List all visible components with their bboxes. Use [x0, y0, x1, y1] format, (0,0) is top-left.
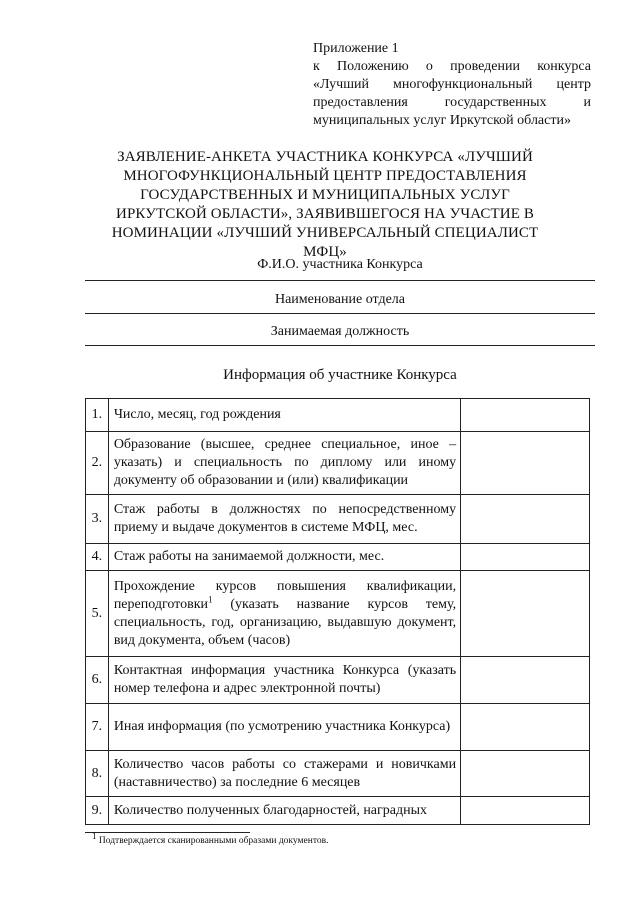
row-value-cell[interactable]: [461, 657, 590, 704]
row-label: Количество часов работы со стажерами и новичками (наставничество) за последние 6 месяцев: [108, 751, 460, 797]
participant-info-table: [85, 398, 590, 825]
document-title: ЗАЯВЛЕНИЕ-АНКЕТА УЧАСТНИКА КОНКУРСА «ЛУЧШИЙ МНОГОФУНКЦИОНАЛЬНЫЙ ЦЕНТР ПРЕДОСТАВЛЕНИЯ ГОСУДАРСТВЕННЫХ И МУНИЦИПАЛЬНЫХ УСЛУГ ИРКУТСКОЙ ОБЛАСТИ», ЗАЯВИВШЕГОСЯ НА УЧАСТИЕ В НОМИНАЦИИ «ЛУЧШИЙ УНИВЕРСАЛЬНЫЙ СПЕЦИАЛИСТ МФЦ»: [111, 149, 539, 260]
table-row: [86, 751, 590, 797]
footnote-ref: 1: [208, 593, 213, 604]
table-row: [86, 432, 590, 495]
row-label: Стаж работы в должностях по непосредственному приему и выдаче документов в системе МФЦ, мес.: [108, 495, 460, 544]
row-label: Иная информация (по усмотрению участника Конкурса): [108, 704, 460, 751]
department-line: [85, 313, 595, 314]
table-row: [86, 797, 590, 825]
row-number: 8.: [86, 751, 109, 797]
row-number: 2.: [86, 432, 109, 495]
row-label: Стаж работы на занимаемой должности, мес.: [108, 544, 460, 571]
row-value-cell[interactable]: [461, 571, 590, 657]
row-number: 4.: [86, 544, 109, 571]
row-value-cell[interactable]: [461, 544, 590, 571]
participant-name-line: [85, 280, 595, 281]
row-value-cell[interactable]: [461, 751, 590, 797]
row-label: Количество полученных благодарностей, наградных: [108, 797, 460, 825]
row-number: 6.: [86, 657, 109, 704]
row-value-cell[interactable]: [461, 797, 590, 825]
row-label-text: Прохождение курсов повышения квалификации, переподготовки: [113, 578, 457, 612]
position-label: Занимаемая должность: [270, 324, 410, 339]
row-number: 3.: [86, 495, 109, 544]
row-label: Контактная информация участника Конкурса (указать номер телефона и адрес электронной почты): [108, 657, 460, 704]
row-number: 7.: [86, 704, 109, 751]
footnote-separator: [85, 832, 250, 833]
info-caption: Информация об участнике Конкурса: [223, 367, 457, 383]
table-row: [86, 495, 590, 544]
department-label: Наименование отдела: [274, 292, 405, 307]
row-value-cell[interactable]: [461, 432, 590, 495]
row-number: 5.: [86, 571, 109, 657]
row-number: 1.: [86, 399, 109, 432]
position-line: [85, 345, 595, 346]
table-row: [86, 399, 590, 432]
footnote-mark: 1: [92, 831, 97, 841]
participant-name-label: Ф.И.О. участника Конкурса: [257, 257, 423, 272]
row-value-cell[interactable]: [461, 399, 590, 432]
row-label: [108, 571, 460, 657]
row-number: 9.: [86, 797, 109, 825]
annex-reference: к Положению о проведении конкурса «Лучший многофункциональный центр предоставления государственных и муниципальных услуг Иркутской области»: [313, 59, 591, 128]
table-row: [86, 571, 590, 657]
row-label: Число, месяц, год рождения: [108, 399, 460, 432]
table-row: [86, 657, 590, 704]
row-value-cell[interactable]: [461, 495, 590, 544]
row-label-text-cont: (указать название курсов тему, специальность, год, организацию, выдавшую документ, вид документа, объем (часов): [113, 596, 457, 648]
annex-header: [313, 40, 591, 130]
table-row: [86, 544, 590, 571]
annex-number: Приложение 1: [313, 41, 399, 56]
row-value-cell[interactable]: [461, 704, 590, 751]
footnote: [92, 831, 329, 847]
footnote-text: Подтверждается сканированными образами документов.: [96, 836, 329, 847]
row-label: Образование (высшее, среднее специальное, иное – указать) и специальность по диплому или иному документу об образовании и (или) квалификации: [108, 432, 460, 495]
table-row: [86, 704, 590, 751]
